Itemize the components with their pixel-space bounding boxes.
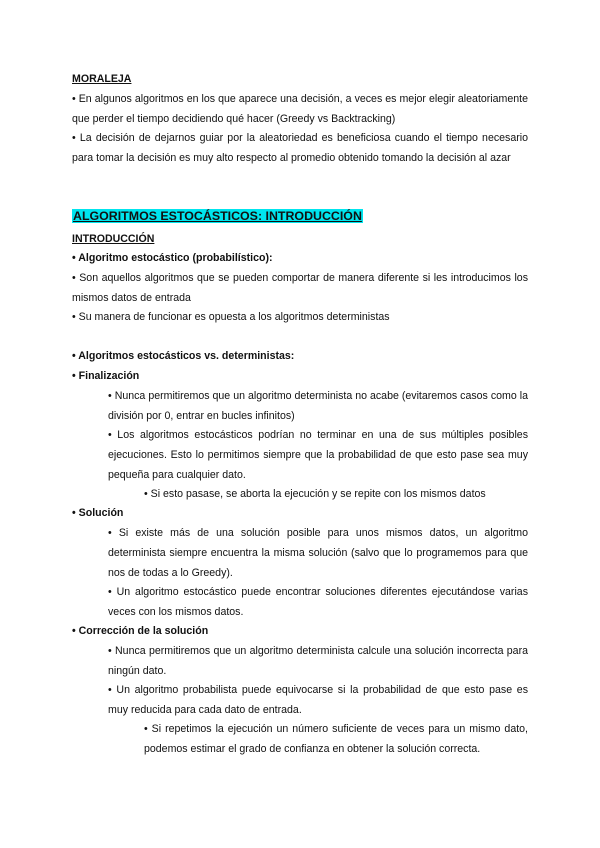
moraleja-paragraph-1: • En algunos algoritmos en los que aparece una decisión, a veces es mejor elegir aleatoriamente que perder el tiempo decidiendo qué hacer (Greedy vs Backtracking) [72,93,528,125]
definition-paragraph-1: • Son aquellos algoritmos que se pueden comportar de manera diferente si les introducimos los mismos datos de entrada [72,272,528,304]
moraleja-title: MORALEJA [72,73,132,85]
definition-paragraph-2: • Su manera de funcionar es opuesta a los algoritmos deterministas [72,311,390,323]
comparison-title: • Algoritmos estocásticos vs. deterministas: [72,350,295,362]
definition-title: • Algoritmo estocástico (probabilístico): [72,252,273,264]
finalizacion-title: • Finalización [72,370,140,382]
section-heading-highlight: ALGORITMOS ESTOCÁSTICOS: INTRODUCCIÓN [73,209,362,223]
section-subheading: INTRODUCCIÓN [72,233,155,245]
correccion-title: • Corrección de la solución [72,625,209,637]
correccion-paragraph-2: • Un algoritmo probabilista puede equivocarse si la probabilidad de que esto pase es muy reducida para cada dato de entrada. [108,684,528,716]
section-heading [72,206,528,227]
solucion-title: • Solución [72,507,124,519]
correccion-paragraph-3: • Si repetimos la ejecución un número suficiente de veces para un mismo dato, podemos estimar el grado de confianza en obtener la solución correcta. [144,723,528,755]
finalizacion-paragraph-2: • Los algoritmos estocásticos podrían no terminar en una de sus múltiples posibles ejecuciones. Esto lo permitimos siempre que la probabilidad de que esto pase sea muy pequeña para cualquier dato. [108,429,528,481]
solucion-paragraph-1: • Si existe más de una solución posible para unos mismos datos, un algoritmo determinista siempre encuentra la misma solución (salvo que lo programemos para que nos de todas a lo Greedy). [108,527,528,579]
finalizacion-paragraph-3: • Si esto pasase, se aborta la ejecución y se repite con los mismos datos [144,488,486,500]
solucion-paragraph-2: • Un algoritmo estocástico puede encontrar soluciones diferentes ejecutándose varias veces con los mismos datos. [108,586,528,618]
moraleja-paragraph-2: • La decisión de dejarnos guiar por la aleatoriedad es beneficiosa cuando el tiempo necesario para tomar la decisión es muy alto respecto al promedio obtenido tomando la decisión al azar [72,132,528,164]
finalizacion-paragraph-1: • Nunca permitiremos que un algoritmo determinista no acabe (evitaremos casos como la división por 0, entrar en bucles infinitos) [108,390,528,422]
correccion-paragraph-1: • Nunca permitiremos que un algoritmo determinista calcule una solución incorrecta para ningún dato. [108,645,528,677]
